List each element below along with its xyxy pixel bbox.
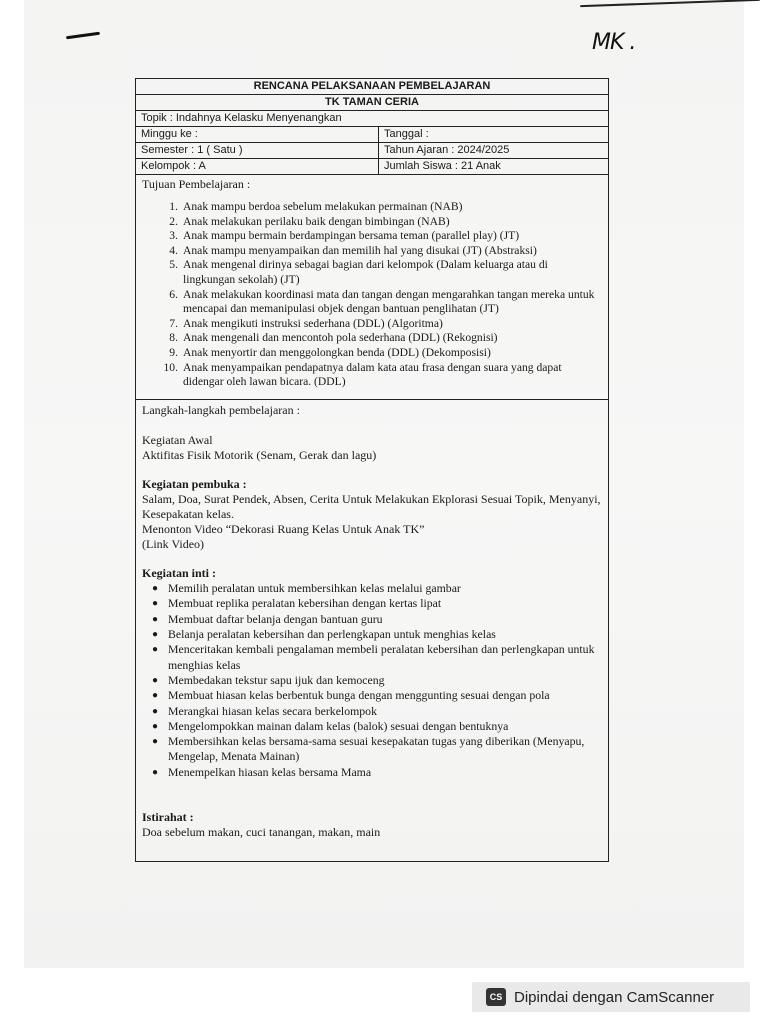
bullet-icon: ●: [151, 720, 159, 732]
intro-video-title: Menonton Video “Dekorasi Ruang Kelas Untuk Anak TK”: [142, 521, 425, 536]
opening-activity-text: Aktifitas Fisik Motorik (Senam, Gerak dan lagu): [142, 447, 377, 462]
bullet-icon: ●: [151, 613, 159, 625]
objective-number: 6.: [169, 287, 178, 301]
student-count-field: Jumlah Siswa : 21 Anak: [384, 160, 501, 172]
core-activity-item: [142, 719, 602, 734]
objective-number: 8.: [169, 331, 178, 345]
objective-text: Anak menyampaikan pendapatnya dalam kata atau frasa dengan suara yang dapat didengar oleh lawan bicara. (DDL): [183, 360, 562, 389]
objective-item: [142, 244, 602, 259]
objectives-title: Tujuan Pembelajaran :: [142, 177, 251, 191]
core-activity-text: Mengelompokkan mainan dalam kelas (balok) sesuai dengan bentuknya: [168, 718, 509, 733]
core-activity-item: [142, 596, 602, 611]
group-field: Kelompok : A: [136, 159, 379, 174]
objective-text: Anak menyortir dan menggolongkan benda (DDL) (Dekomposisi): [183, 345, 491, 359]
handwritten-initials: MK .: [592, 30, 636, 55]
objective-text: Anak mampu menyampaikan dan memilih hal yang disukai (JT) (Abstraksi): [183, 243, 537, 257]
core-activity-item: [142, 642, 602, 673]
core-activity-item: [142, 704, 602, 719]
core-activity-list: [142, 581, 602, 780]
rest-text: Doa sebelum makan, cuci tanangan, makan, main: [142, 824, 381, 839]
camscanner-text: Dipindai dengan CamScanner: [514, 988, 715, 1006]
bullet-icon: ●: [151, 674, 159, 686]
objective-number: 4.: [169, 243, 178, 257]
objectives-section: [136, 175, 608, 400]
core-activity-item: [142, 673, 602, 688]
core-activity-text: Membedakan tekstur sapu ijuk dan kemoceng: [168, 672, 385, 687]
opening-activity-title: Kegiatan Awal: [142, 432, 213, 447]
week-date-row: [136, 127, 608, 143]
objective-number: 7.: [169, 316, 178, 330]
core-activity-item: [142, 627, 602, 642]
core-activity-text: Membuat hiasan kelas berbentuk bunga dengan menggunting sesuai dengan pola: [168, 688, 550, 703]
bullet-icon: ●: [151, 598, 159, 610]
date-field: Tanggal :: [384, 128, 429, 140]
objective-number: 10.: [163, 360, 178, 374]
objective-item: [142, 361, 602, 390]
camscanner-watermark: [472, 982, 750, 1012]
rest-title: Istirahat :: [142, 810, 194, 825]
steps-title: Langkah-langkah pembelajaran :: [142, 403, 300, 417]
core-activity-text: Menceritakan kembali pengalaman membeli peralatan kebersihan dan perlengkapan untuk menghias kelas: [168, 642, 595, 672]
objective-item: [142, 258, 602, 287]
objective-text: Anak mampu bermain berdampingan bersama teman (parallel play) (JT): [183, 229, 520, 243]
core-activity-text: Membuat daftar belanja dengan bantuan guru: [168, 611, 383, 626]
learning-steps-section: [136, 400, 608, 856]
core-activity-item: [142, 612, 602, 627]
group-count-row: [136, 159, 608, 175]
core-activity-text: Memilih peralatan untuk membersihkan kelas melalui gambar: [168, 581, 461, 596]
core-activity-item: [142, 765, 602, 780]
objective-item: [142, 215, 602, 230]
objective-text: Anak mampu berdoa sebelum melakukan permainan (NAB): [183, 200, 463, 213]
objective-number: 5.: [169, 258, 178, 272]
semester-field: Semester : 1 ( Satu ): [136, 143, 379, 158]
core-activity-item: [142, 734, 602, 765]
bullet-icon: ●: [151, 644, 159, 656]
core-activity-item: [142, 688, 602, 703]
document-title: RENCANA PELAKSANAAN PEMBELAJARAN: [136, 79, 608, 95]
objective-item: [142, 229, 602, 244]
objective-item: [142, 317, 602, 332]
bullet-icon: ●: [151, 736, 159, 748]
bullet-icon: ●: [151, 766, 159, 778]
objective-text: Anak melakukan perilaku baik dengan bimbingan (NAB): [183, 214, 450, 228]
objective-number: 9.: [169, 345, 178, 359]
objective-number: 3.: [169, 229, 178, 243]
objective-item: [142, 346, 602, 361]
objective-text: Anak mengikuti instruksi sederhana (DDL) (Algoritma): [183, 316, 443, 330]
objective-item: [142, 331, 602, 346]
objective-text: Anak mengenal dirinya sebagai bagian dari kelompok (Dalam keluarga atau di lingkungan sekolah) (JT): [183, 258, 548, 286]
school-name: TK TAMAN CERIA: [136, 95, 608, 111]
core-activity-item: [142, 581, 602, 596]
intro-activity-text: Salam, Doa, Surat Pendek, Absen, Cerita Untuk Melakukan Ekplorasi Sesuai Topik, Menyanyi, Kesepakatan kelas.: [142, 492, 601, 521]
intro-video-link: (Link Video): [142, 536, 205, 551]
objective-number: 2.: [169, 214, 178, 228]
core-activity-text: Menempelkan hiasan kelas bersama Mama: [168, 764, 372, 779]
bullet-icon: ●: [151, 705, 159, 717]
academic-year-field: Tahun Ajaran : 2024/2025: [384, 144, 510, 156]
core-activity-text: Merangkai hiasan kelas secara berkelompok: [168, 703, 377, 718]
core-activity-title: Kegiatan inti :: [142, 566, 216, 581]
objective-item: [142, 200, 602, 215]
core-activity-text: Membersihkan kelas bersama-sama sesuai kesepakatan tugas yang diberikan (Menyapu, Mengelap, Menata Mainan): [168, 734, 585, 764]
bullet-icon: ●: [151, 629, 159, 641]
bullet-icon: ●: [151, 583, 159, 595]
objective-text: Anak melakukan koordinasi mata dan tangan dengan mengarahkan tangan mereka untuk mencapai dan memanipulasi objek dengan bantuan penglihatan (JT): [183, 287, 595, 316]
core-activity-text: Membuat replika peralatan kebersihan dengan kertas lipat: [168, 596, 442, 611]
camscanner-logo: CS: [486, 988, 506, 1006]
week-field: Minggu ke :: [136, 127, 379, 142]
objectives-list: [142, 200, 602, 390]
lesson-plan-document: [135, 78, 609, 862]
core-activity-text: Belanja peralatan kebersihan dan perlengkapan untuk menghias kelas: [168, 627, 496, 642]
objective-number: 1.: [169, 200, 178, 213]
topic-row: Topik : Indahnya Kelasku Menyenangkan: [136, 111, 608, 127]
semester-year-row: [136, 143, 608, 159]
intro-activity-title: Kegiatan pembuka :: [142, 477, 247, 492]
objective-text: Anak mengenali dan mencontoh pola sederhana (DDL) (Rekognisi): [183, 331, 498, 345]
objective-item: [142, 288, 602, 317]
bullet-icon: ●: [151, 690, 159, 702]
